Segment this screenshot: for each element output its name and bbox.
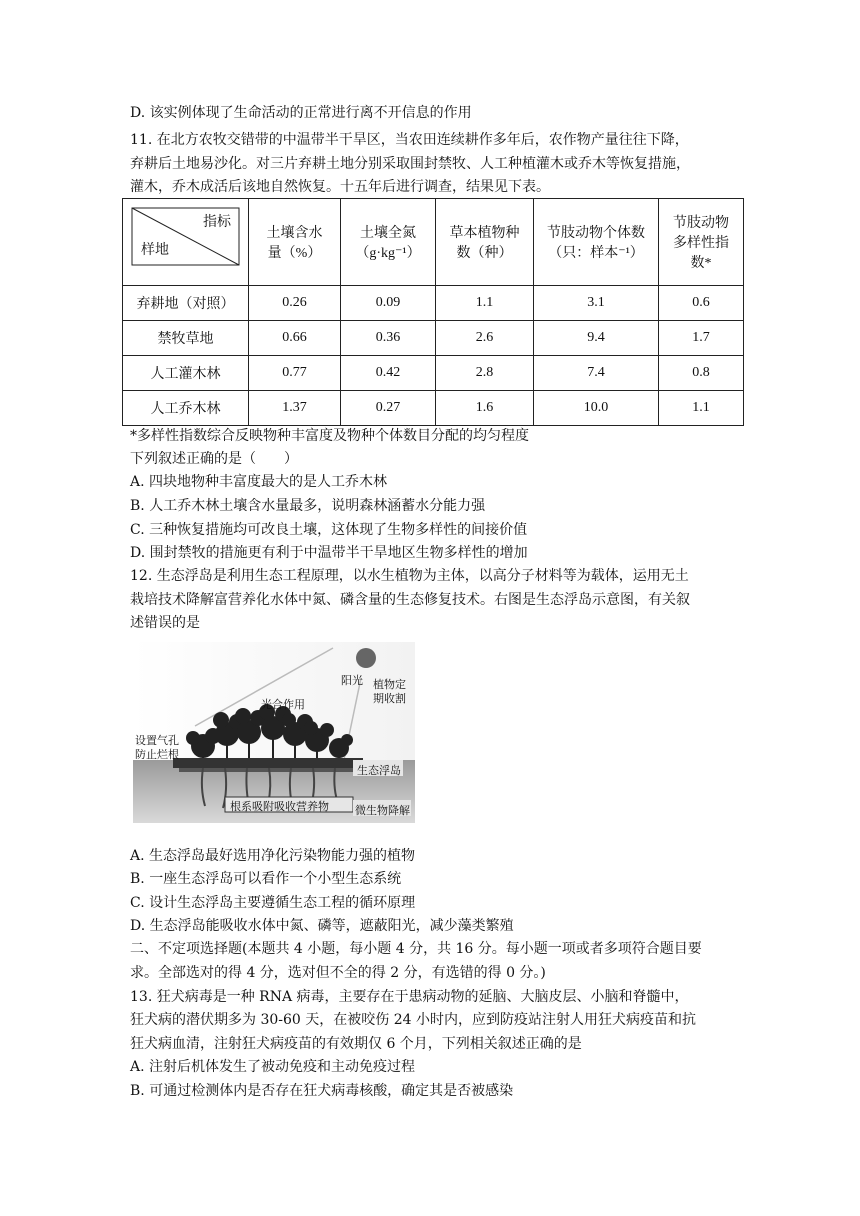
label-harvest-2: 期收割 — [373, 693, 406, 705]
cell-value: 0.8 — [659, 356, 744, 391]
q13-text-line-1: 13. 狂犬病毒是一种 RNA 病毒，主要存在于患病动物的延脑、大脑皮层、小脑和脊髓中， — [130, 989, 689, 1005]
q12-text-line-3: 述错误的是 — [130, 615, 200, 631]
table-row — [123, 321, 744, 356]
cell-value: 2.6 — [436, 321, 534, 356]
cell-value: 0.42 — [341, 356, 436, 391]
q11-text-line-2: 弃耕后土地易沙化。对三片弃耕土地分别采取围封禁牧、人工种植灌木或乔木等恢复措施， — [130, 156, 690, 172]
header-arthropod-count: 节肢动物个体数 （只：样本⁻¹） — [534, 199, 659, 286]
table-footnote: *多样性指数综合反映物种丰富度及物种个体数目分配的均匀程度 — [130, 428, 529, 444]
cell-value: 0.09 — [341, 286, 436, 321]
q11-option-b: B. 人工乔木林土壤含水量最多，说明森林涵蓄水分能力强 — [130, 498, 486, 514]
label-roots-absorb: 根系吸附吸收营养物 — [230, 801, 329, 813]
label-microbe-degrade: 微生物降解 — [355, 805, 410, 817]
row-site-name: 人工乔木林 — [123, 391, 249, 426]
cell-value: 9.4 — [534, 321, 659, 356]
floating-island-figure — [133, 642, 415, 823]
cell-value: 0.36 — [341, 321, 436, 356]
cell-value: 0.77 — [249, 356, 341, 391]
q12-option-a: A. 生态浮岛最好选用净化污染物能力强的植物 — [130, 848, 416, 864]
label-photosynthesis: 光合作用 — [261, 699, 305, 711]
row-site-name: 弃耕地（对照） — [123, 286, 249, 321]
cell-value: 2.8 — [436, 356, 534, 391]
q11-option-d: D. 围封禁牧的措施更有利于中温带半干旱地区生物多样性的增加 — [130, 545, 528, 561]
cell-value: 0.27 — [341, 391, 436, 426]
table-header-row — [123, 199, 744, 286]
q11-stem: 下列叙述正确的是（ ） — [130, 451, 298, 467]
q13-option-b: B. 可通过检测体内是否存在狂犬病毒核酸，确定其是否被感染 — [130, 1083, 514, 1099]
table-row — [123, 391, 744, 426]
cell-value: 0.66 — [249, 321, 341, 356]
label-vent-1: 设置气孔 — [135, 735, 179, 747]
row-site-name: 禁牧草地 — [123, 321, 249, 356]
q11-option-c: C. 三种恢复措施均可改良土壤，这体现了生物多样性的间接价值 — [130, 522, 528, 538]
q12-text-line-1: 12. 生态浮岛是利用生态工程原理，以水生植物为主体，以高分子材料等为载体，运用无土 — [130, 568, 689, 584]
cell-value: 1.37 — [249, 391, 341, 426]
cell-value: 1.7 — [659, 321, 744, 356]
q11-text-line-1: 11. 在北方农牧交错带的中温带半干旱区，当农田连续耕作多年后，农作物产量往往下降， — [130, 132, 689, 148]
q12-option-b: B. 一座生态浮岛可以看作一个小型生态系统 — [130, 871, 402, 887]
sun-icon — [356, 648, 376, 668]
header-herb-species: 草本植物种 数（种） — [436, 199, 534, 286]
q13-text-line-3: 狂犬病血清，注射狂犬病疫苗的有效期仅 6 个月，下列相关叙述正确的是 — [130, 1036, 582, 1052]
q13-text-line-2: 狂犬病的潜伏期多为 30-60 天，在被咬伤 24 小时内，应到防疫站注射人用狂犬病疫苗和抗 — [130, 1012, 696, 1028]
section-2-heading-line-1: 二、不定项选择题(本题共 4 小题，每小题 4 分，共 16 分。每小题一项或者多项符合题目要 — [130, 941, 702, 957]
cell-value: 10.0 — [534, 391, 659, 426]
label-sunlight: 阳光 — [341, 675, 363, 687]
table-row — [123, 286, 744, 321]
cell-value: 0.26 — [249, 286, 341, 321]
header-soil-nitrogen: 土壤全氮 （g·kg⁻¹） — [341, 199, 436, 286]
label-floating-island: 生态浮岛 — [357, 765, 401, 777]
cell-value: 3.1 — [534, 286, 659, 321]
cell-value: 1.6 — [436, 391, 534, 426]
q12-option-c: C. 设计生态浮岛主要遵循生态工程的循环原理 — [130, 895, 416, 911]
q12-option-d: D. 生态浮岛能吸收水体中氮、磷等，遮蔽阳光，减少藻类繁殖 — [130, 918, 514, 934]
cell-value: 1.1 — [436, 286, 534, 321]
q13-option-a: A. 注射后机体发生了被动免疫和主动免疫过程 — [130, 1059, 416, 1075]
q12-text-line-2: 栽培技术降解富营养化水体中氮、磷含量的生态修复技术。右图是生态浮岛示意图，有关叙 — [130, 592, 690, 608]
header-arthropod-diversity: 节肢动物 多样性指 数* — [659, 199, 744, 286]
table-corner-cell — [123, 199, 249, 286]
q10-option-d: D. 该实例体现了生命活动的正常进行离不开信息的作用 — [130, 105, 472, 121]
cell-value: 0.6 — [659, 286, 744, 321]
label-vent-2: 防止烂根 — [135, 749, 179, 761]
table-row — [123, 356, 744, 391]
label-harvest-1: 植物定 — [373, 679, 406, 691]
q11-text-line-3: 灌木，乔木成活后该地自然恢复。十五年后进行调查，结果见下表。 — [130, 179, 550, 195]
section-2-heading-line-2: 求。全部选对的得 4 分，选对但不全的得 2 分，有选错的得 0 分。) — [130, 965, 546, 981]
row-site-name: 人工灌木林 — [123, 356, 249, 391]
corner-label-site: 样地 — [141, 243, 169, 258]
cell-value: 7.4 — [534, 356, 659, 391]
header-soil-water: 土壤含水 量（%） — [249, 199, 341, 286]
q11-option-a: A. 四块地物种丰富度最大的是人工乔木林 — [130, 474, 388, 490]
cell-value: 1.1 — [659, 391, 744, 426]
corner-label-index: 指标 — [203, 215, 231, 230]
survey-table — [122, 198, 744, 426]
